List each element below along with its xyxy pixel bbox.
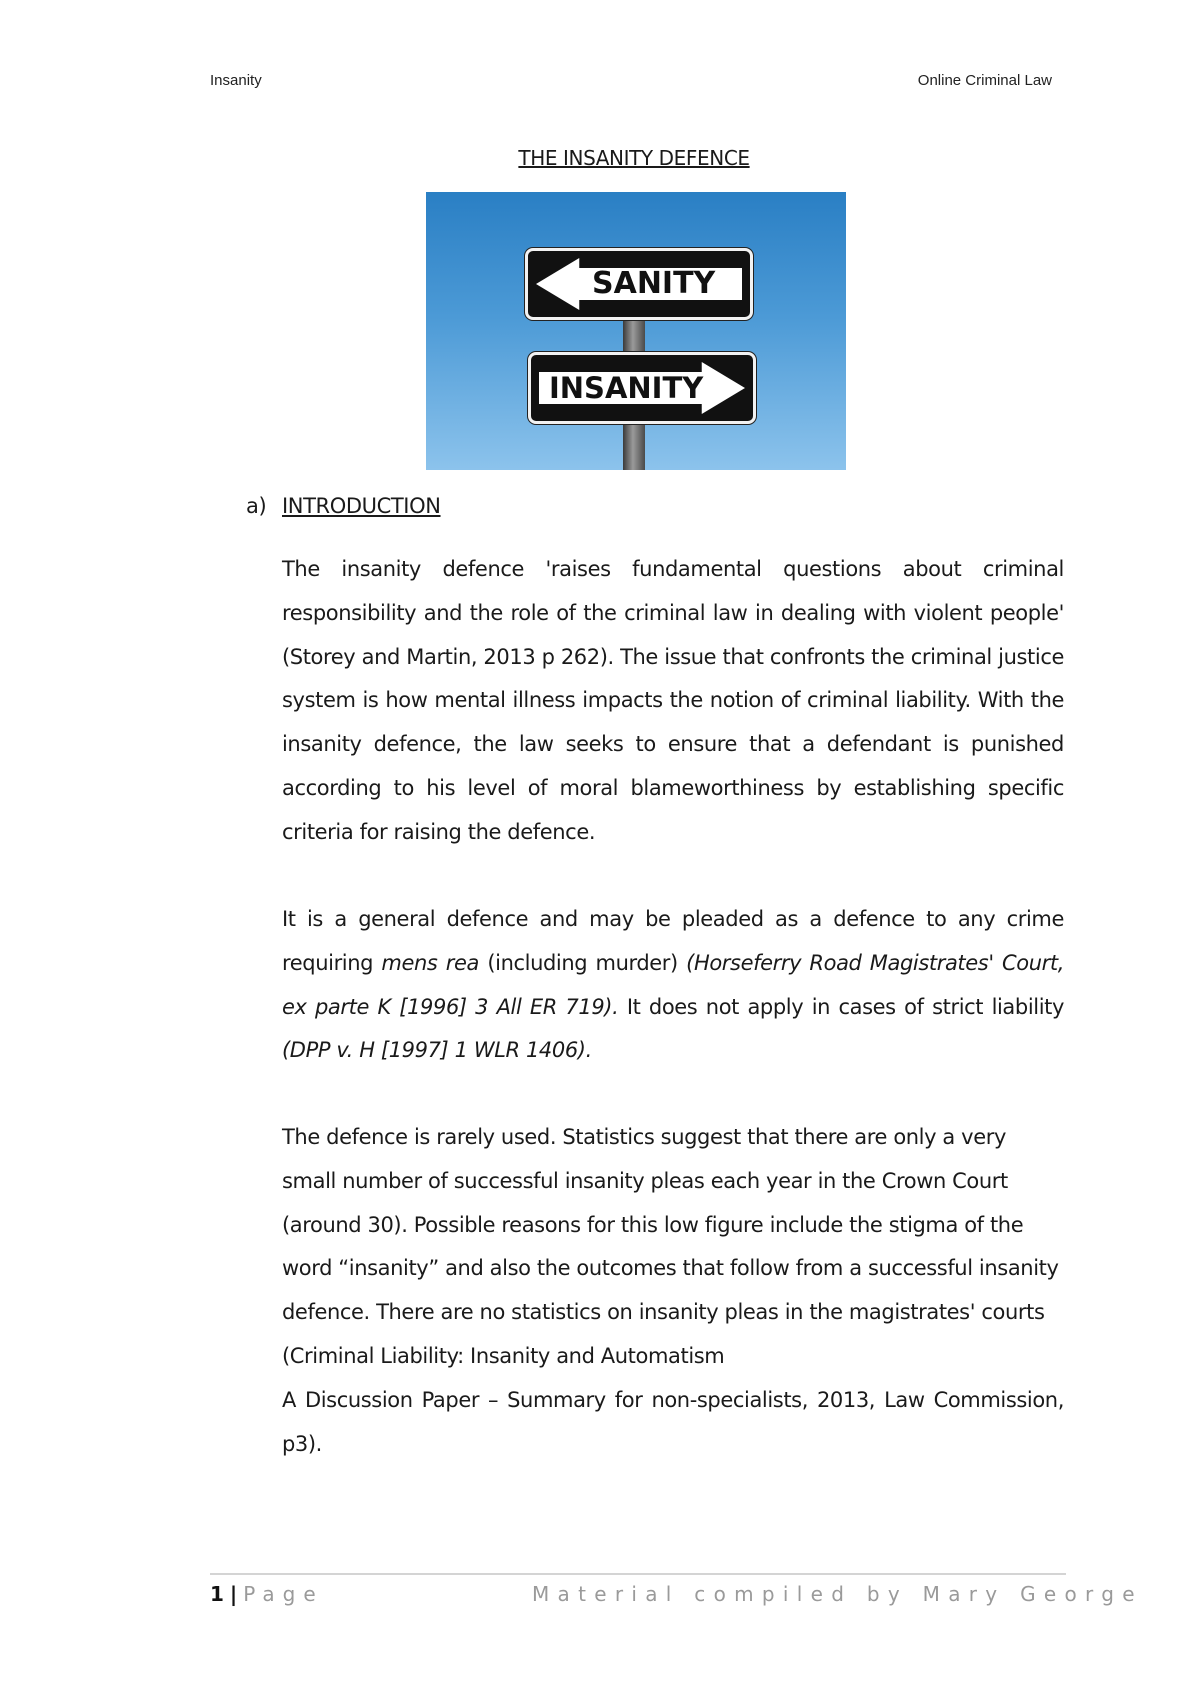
sanity-sign [525, 248, 753, 320]
page-title: THE INSANITY DEFENCE [518, 146, 750, 170]
p2-case-citation-1: (Horseferry Road Magistrates' Court, ex parte K [1996] 3 All ER 719). [282, 950, 1064, 1019]
paragraph-2-text [282, 898, 1064, 1073]
page-word: Page [243, 1582, 324, 1606]
p2-text-c: (including murder) [479, 950, 687, 975]
section-title: INTRODUCTION [282, 494, 441, 518]
footer-divider [210, 1573, 1066, 1575]
paragraph-1 [282, 548, 1064, 855]
paragraph-2 [282, 898, 1064, 1073]
paragraph-3 [282, 1116, 1064, 1466]
insanity-sign-label: INSANITY [549, 371, 704, 405]
section-number: a) [246, 494, 267, 518]
footer-page-number [210, 1582, 324, 1606]
paragraph-3-citation: A Discussion Paper – Summary for non-specialists, 2013, Law Commission, p3). [282, 1387, 1064, 1456]
p2-mens-rea: mens rea [381, 950, 480, 975]
insanity-sign [528, 352, 756, 424]
p2-text-e: It does not apply in cases of strict liability [618, 994, 1064, 1019]
sanity-insanity-signpost-image [426, 192, 846, 470]
p2-text-a: It is a general defence and may be pleaded as a defence to any crime requiring [282, 907, 1064, 975]
paragraph-3-text: The defence is rarely used. Statistics suggest that there are only a very small number of successful insanity pleas each year in the Crown Court (around 30). Possible reasons for this low figure include the stigma of the word “insanity” and also the outcomes that follow from a successful insanity defence. There are no statistics on insanity pleas in the magistrates' courts (Criminal Liability: Insanity and Automatism [282, 1125, 1059, 1368]
footer-compiled-by: Material compiled by Mary George [532, 1582, 1143, 1606]
page-number: 1 [210, 1582, 224, 1606]
header-right: Online Criminal Law [917, 72, 1052, 89]
section-heading [246, 494, 441, 518]
paragraph-1-text: The insanity defence 'raises fundamental questions about criminal responsibility and the role of the criminal law in dealing with violent people' (Storey and Martin, 2013 p 262). The issue that confronts the criminal justice system is how mental illness impacts the notion of criminal liability. With the insanity defence, the law seeks to ensure that a defendant is punished according to his level of moral blameworthiness by establishing specific criteria for raising the defence. [282, 557, 1064, 844]
header-left: Insanity [210, 72, 262, 89]
footer-separator: | [229, 1582, 238, 1606]
sanity-sign-label: SANITY [592, 266, 716, 301]
p2-case-citation-2: (DPP v. H [1997] 1 WLR 1406). [282, 1038, 592, 1063]
